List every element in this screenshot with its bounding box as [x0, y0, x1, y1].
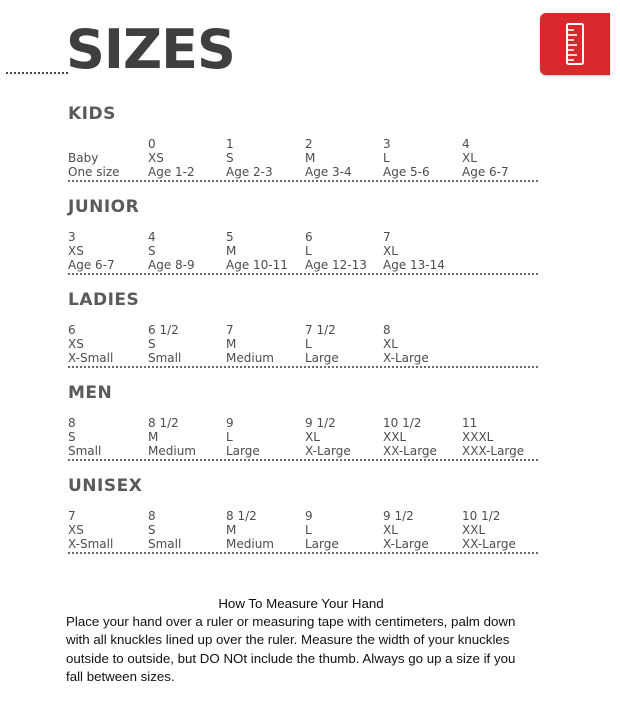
size-column [383, 416, 437, 458]
size-size: 7 [383, 230, 391, 244]
size-desc: Age 1-2 [148, 165, 195, 179]
size-code: S [148, 337, 156, 351]
size-desc: Age 6-7 [462, 165, 509, 179]
size-size: 8 [383, 323, 391, 337]
size-code: XS [68, 244, 84, 258]
size-desc: Age 3-4 [305, 165, 352, 179]
size-size: 9 [226, 416, 234, 430]
size-size: 7 [68, 509, 76, 523]
size-desc: Large [305, 537, 339, 551]
size-size: 9 1/2 [305, 416, 336, 430]
size-code: XL [383, 244, 398, 258]
section-divider [68, 459, 538, 461]
size-desc: Small [148, 537, 182, 551]
size-column [305, 137, 352, 179]
size-desc: Age 12-13 [305, 258, 367, 272]
size-column [305, 416, 351, 458]
section-divider [68, 180, 538, 182]
size-desc: Medium [226, 351, 274, 365]
ruler-badge [540, 13, 610, 75]
size-code: XXL [462, 523, 486, 537]
size-size: 6 [305, 230, 313, 244]
title-dotted-rule [6, 72, 68, 74]
size-desc: Age 13-14 [383, 258, 445, 272]
size-code: L [305, 337, 312, 351]
size-code: Baby [68, 151, 99, 165]
size-column [462, 509, 516, 551]
size-size: 3 [68, 230, 76, 244]
size-column [226, 509, 274, 551]
measure-heading: How To Measure Your Hand [218, 596, 384, 611]
section-divider [68, 552, 538, 554]
size-column [462, 137, 509, 179]
size-desc: X-Large [305, 444, 351, 458]
size-desc: Large [305, 351, 339, 365]
size-size: 5 [226, 230, 234, 244]
size-code: XL [383, 337, 398, 351]
size-code: M [148, 430, 159, 444]
size-column [462, 416, 524, 458]
section-divider [68, 366, 538, 368]
size-code: XL [383, 523, 398, 537]
size-desc: X-Large [383, 351, 429, 365]
size-column [226, 137, 273, 179]
size-code: XXXL [462, 430, 494, 444]
section-title: UNISEX [68, 476, 143, 496]
size-size [68, 137, 120, 151]
size-desc: X-Large [383, 537, 429, 551]
size-desc: Large [226, 444, 260, 458]
size-size: 10 1/2 [462, 509, 501, 523]
size-code: L [226, 430, 233, 444]
size-desc: XX-Large [462, 537, 516, 551]
size-desc: XX-Large [383, 444, 437, 458]
size-desc: Age 10-11 [226, 258, 288, 272]
size-size: 3 [383, 137, 391, 151]
size-desc: XXX-Large [462, 444, 525, 458]
size-desc: Age 6-7 [68, 258, 115, 272]
size-column [383, 230, 445, 272]
size-code: XS [68, 523, 84, 537]
size-column [68, 416, 101, 458]
size-size: 11 [462, 416, 478, 430]
size-size: 1 [226, 137, 234, 151]
size-size: 6 1/2 [148, 323, 179, 337]
size-code: M [226, 523, 237, 537]
size-size: 8 [68, 416, 76, 430]
size-column [68, 137, 120, 179]
size-column [148, 509, 181, 551]
size-size: 6 [68, 323, 76, 337]
size-code: L [305, 244, 312, 258]
size-desc: One size [68, 165, 120, 179]
size-desc: X-Small [68, 351, 114, 365]
size-code: S [148, 244, 156, 258]
size-column [305, 230, 367, 272]
size-code: M [226, 337, 237, 351]
size-code: XS [148, 151, 164, 165]
size-column [226, 323, 274, 365]
size-code: S [226, 151, 234, 165]
size-size: 7 [226, 323, 234, 337]
size-code: L [305, 523, 312, 537]
size-size: 10 1/2 [383, 416, 422, 430]
size-desc: Small [148, 351, 182, 365]
measure-body: Place your hand over a ruler or measuring tape with centimeters, palm down with all knuckles lined up over the ruler. Measure the width of your knuckles outside to outside, but DO NOt include the thumb. Always go up a size if you fall between sizes. [66, 614, 516, 684]
size-column [305, 509, 339, 551]
size-size: 8 1/2 [226, 509, 257, 523]
section-title: JUNIOR [68, 197, 140, 217]
size-size: 8 1/2 [148, 416, 179, 430]
size-code: XL [462, 151, 477, 165]
size-size: 4 [462, 137, 470, 151]
size-desc: Age 2-3 [226, 165, 273, 179]
size-size: 9 1/2 [383, 509, 414, 523]
size-size: 9 [305, 509, 313, 523]
size-column [68, 323, 113, 365]
size-size: 7 1/2 [305, 323, 336, 337]
section-title: KIDS [68, 104, 116, 124]
size-desc: Small [68, 444, 102, 458]
size-desc: Medium [226, 537, 274, 551]
size-column [226, 230, 288, 272]
size-column [148, 416, 196, 458]
ruler-icon [565, 23, 585, 65]
size-desc: Medium [148, 444, 196, 458]
size-size: 4 [148, 230, 156, 244]
section-divider [68, 273, 538, 275]
measure-instructions [66, 595, 536, 686]
size-column [148, 230, 195, 272]
size-size: 2 [305, 137, 313, 151]
size-column [305, 323, 339, 365]
section-title: LADIES [68, 290, 140, 310]
size-column [383, 137, 430, 179]
size-code: L [383, 151, 390, 165]
size-code: S [68, 430, 76, 444]
size-column [226, 416, 260, 458]
size-code: XXL [383, 430, 407, 444]
size-code: S [148, 523, 156, 537]
size-code: XS [68, 337, 84, 351]
size-size: 0 [148, 137, 156, 151]
size-column [148, 323, 181, 365]
size-desc: X-Small [68, 537, 114, 551]
size-column [148, 137, 195, 179]
size-desc: Age 8-9 [148, 258, 195, 272]
size-column [68, 509, 113, 551]
size-size: 8 [148, 509, 156, 523]
size-code: M [305, 151, 316, 165]
size-column [383, 509, 429, 551]
size-column [383, 323, 429, 365]
page-title: SIZES [66, 18, 235, 81]
size-code: M [226, 244, 237, 258]
size-desc: Age 5-6 [383, 165, 430, 179]
size-code: XL [305, 430, 320, 444]
size-column [68, 230, 115, 272]
section-title: MEN [68, 383, 113, 403]
